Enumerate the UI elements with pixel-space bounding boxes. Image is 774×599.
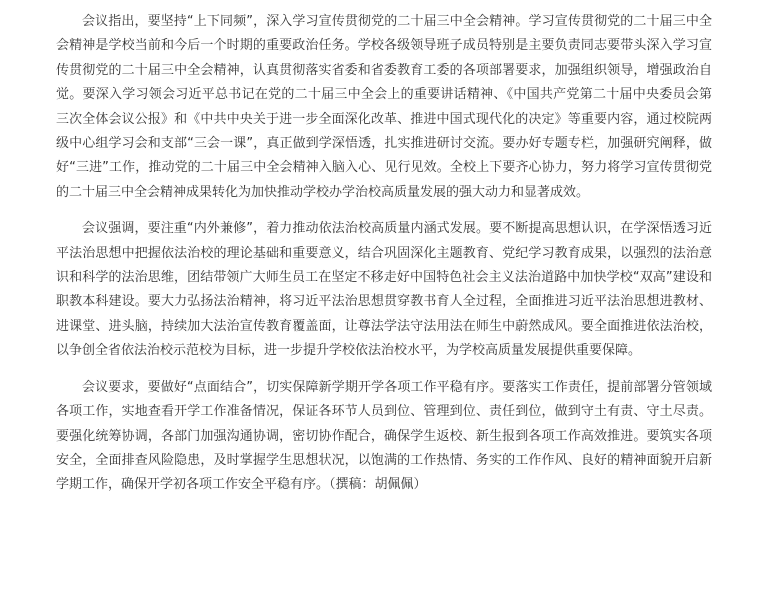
paragraph-semester-start: 会议要求，要做好“点面结合”，切实保障新学期开学各项工作平稳有序。要落实工作责任，提前部署分管领域各项工作，实地查看开学工作准备情况，保证各环节人员到位、管理到位、责任到位，做到守土有责、守土尽责。要强化统筹协调，各部门加强沟通协调，密切协作配合，确保学生返校、新生报到各项工作高效推进。要筑实各项安全，全面排查风险隐患，及时掌握学生思想状况，以饱满的工作热情、务实的工作作风、良好的精神面貌开启新学期工作，确保开学初各项工作安全平稳有序。（撰稿：胡佩佩）: [56, 379, 712, 493]
paragraph-rule-of-law: 会议强调，要注重“内外兼修”，着力推动依法治校高质量内涵式发展。要不断提高思想认识，在学深悟透习近平法治思想中把握依法治校的理论基础和重要意义，结合巩固深化主题教育、党纪学习教育成果，以强烈的法治意识和科学的法治思维，团结带领广大师生员工在坚定不移走好中国特色社会主义法治道路中加快学校“双高”建设和职教本科建设。要大力弘扬法治精神，将习近平法治思想贯穿教书育人全过程，全面推进习近平法治思想进教材、进课堂、进头脑，持续加大法治宣传教育覆盖面，让尊法学法守法用法在师生中蔚然成风。要全面推进依法治校，以争创全省依法治校示范校为目标，进一步提升学校依法治校水平，为学校高质量发展提供重要保障。: [56, 221, 712, 359]
article-body: [56, 10, 712, 498]
paragraph-upper-lower-sync: 会议指出，要坚持“上下同频”，深入学习宣传贯彻党的二十届三中全会精神。学习宣传贯彻党的二十届三中全会精神是学校当前和今后一个时期的重要政治任务。学校各级领导班子成员特别是主要负责同志要带头深入学习宣传贯彻党的二十届三中全会精神，认真贯彻落实省委和省委教育工委的各项部署要求，加强组织领导，增强政治自觉。要深入学习领会习近平总书记在党的二十届三中全会上的重要讲话精神、《中国共产党第二十届中央委员会第三次全体会议公报》和《中共中央关于进一步全面深化改革、推进中国式现代化的决定》等重要内容，通过校院两级中心组学习会和支部“三会一课”，真正做到学深悟透，扎实推进研讨交流。要办好专题专栏，加强研究阐释，做好“三进”工作，推动党的二十届三中全会精神入脑入心、见行见效。全校上下要齐心协力，努力将学习宣传贯彻党的二十届三中全会精神成果转化为加快推动学校办学治校高质量发展的强大动力和显著成效。: [56, 14, 712, 200]
